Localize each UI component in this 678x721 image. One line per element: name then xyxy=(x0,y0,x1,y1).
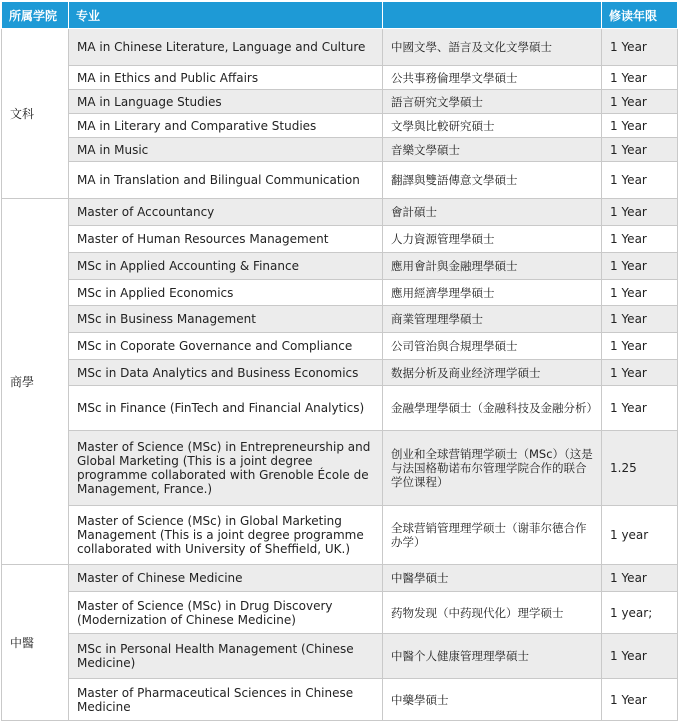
duration-cell: 1 Year xyxy=(602,679,678,721)
duration-cell: 1 Year xyxy=(602,280,678,306)
programme-cell: Master of Pharmaceutical Sciences in Chinese Medicine xyxy=(69,679,383,721)
chinese-name-cell: 中醫學碩士 xyxy=(383,565,602,592)
table-row xyxy=(2,253,678,280)
duration-cell: 1 Year xyxy=(602,162,678,199)
table-row xyxy=(2,506,678,565)
duration-cell: 1 Year xyxy=(602,66,678,90)
duration-cell: 1 Year xyxy=(602,90,678,114)
chinese-name-cell: 公共事務倫理學文學碩士 xyxy=(383,66,602,90)
table-row xyxy=(2,162,678,199)
duration-cell: 1 Year xyxy=(602,199,678,226)
programme-cell: MA in Ethics and Public Affairs xyxy=(69,66,383,90)
duration-cell: 1 Year xyxy=(602,306,678,333)
table-row xyxy=(2,386,678,431)
duration-cell: 1 Year xyxy=(602,138,678,162)
duration-cell: 1 Year xyxy=(602,360,678,386)
programme-cell: Master of Accountancy xyxy=(69,199,383,226)
chinese-name-cell: 文學與比較研究碩士 xyxy=(383,114,602,138)
table-row xyxy=(2,592,678,634)
programme-cell: MA in Literary and Comparative Studies xyxy=(69,114,383,138)
faculty-cell: 商學 xyxy=(2,199,69,565)
table-row xyxy=(2,280,678,306)
chinese-name-cell: 人力資源管理學碩士 xyxy=(383,226,602,253)
chinese-name-cell: 語言研究文學碩士 xyxy=(383,90,602,114)
chinese-name-cell: 金融學理學碩士（金融科技及金融分析） xyxy=(383,386,602,431)
table-row xyxy=(2,199,678,226)
duration-cell: 1 Year xyxy=(602,226,678,253)
duration-cell: 1 year xyxy=(602,506,678,565)
table-body xyxy=(2,29,678,721)
chinese-name-cell: 中藥學碩士 xyxy=(383,679,602,721)
chinese-name-cell: 中醫个人健康管理理學碩士 xyxy=(383,634,602,679)
chinese-name-cell: 商業管理理學碩士 xyxy=(383,306,602,333)
table-row xyxy=(2,114,678,138)
programme-table xyxy=(1,1,678,721)
table-row xyxy=(2,634,678,679)
programme-cell: MSc in Business Management xyxy=(69,306,383,333)
duration-cell: 1 Year xyxy=(602,333,678,360)
table-row xyxy=(2,306,678,333)
programme-cell: MSc in Finance (FinTech and Financial Analytics) xyxy=(69,386,383,431)
table-row xyxy=(2,431,678,506)
header-duration: 修读年限 xyxy=(602,2,678,29)
programme-cell: MSc in Personal Health Management (Chinese Medicine) xyxy=(69,634,383,679)
programme-cell: MA in Chinese Literature, Language and Culture xyxy=(69,29,383,66)
duration-cell: 1 Year xyxy=(602,114,678,138)
programme-cell: MSc in Applied Economics xyxy=(69,280,383,306)
table-row xyxy=(2,226,678,253)
programme-cell: Master of Science (MSc) in Entrepreneurship and Global Marketing (This is a joint degree programme collaborated with Grenoble École de Management, France.) xyxy=(69,431,383,506)
chinese-name-cell: 药物发现（中药现代化）理学硕士 xyxy=(383,592,602,634)
programme-cell: Master of Science (MSc) in Global Marketing Management (This is a joint degree programme collaborated with University of Sheffield, UK.) xyxy=(69,506,383,565)
table-row xyxy=(2,138,678,162)
duration-cell: 1.25 xyxy=(602,431,678,506)
duration-cell: 1 Year xyxy=(602,253,678,280)
chinese-name-cell: 翻譯與雙語傳意文學碩士 xyxy=(383,162,602,199)
duration-cell: 1 Year xyxy=(602,29,678,66)
programme-cell: Master of Human Resources Management xyxy=(69,226,383,253)
table-row xyxy=(2,360,678,386)
table-row xyxy=(2,333,678,360)
header-faculty: 所属学院 xyxy=(2,2,69,29)
programme-cell: MSc in Coporate Governance and Compliance xyxy=(69,333,383,360)
programme-cell: MA in Music xyxy=(69,138,383,162)
faculty-cell: 文科 xyxy=(2,29,69,199)
chinese-name-cell: 會計碩士 xyxy=(383,199,602,226)
programme-cell: MA in Language Studies xyxy=(69,90,383,114)
programme-cell: MA in Translation and Bilingual Communication xyxy=(69,162,383,199)
programme-cell: MSc in Data Analytics and Business Economics xyxy=(69,360,383,386)
header-row xyxy=(2,2,678,29)
table-row xyxy=(2,66,678,90)
faculty-cell: 中醫 xyxy=(2,565,69,721)
duration-cell: 1 year; xyxy=(602,592,678,634)
chinese-name-cell: 创业和全球营销理学硕士（MSc）（这是与法国格勒诺布尔管理学院合作的联合学位课程） xyxy=(383,431,602,506)
table-row xyxy=(2,565,678,592)
chinese-name-cell: 應用經濟學理學碩士 xyxy=(383,280,602,306)
table-row xyxy=(2,90,678,114)
chinese-name-cell: 公司管治與合規理學碩士 xyxy=(383,333,602,360)
chinese-name-cell: 数据分析及商业经济理学碩士 xyxy=(383,360,602,386)
chinese-name-cell: 音樂文學碩士 xyxy=(383,138,602,162)
chinese-name-cell: 全球营销管理理学硕士（谢菲尔德合作办学） xyxy=(383,506,602,565)
programme-cell: Master of Chinese Medicine xyxy=(69,565,383,592)
programme-cell: MSc in Applied Accounting & Finance xyxy=(69,253,383,280)
header-programme: 专业 xyxy=(69,2,383,29)
table-row xyxy=(2,29,678,66)
duration-cell: 1 Year xyxy=(602,565,678,592)
table-row xyxy=(2,679,678,721)
duration-cell: 1 Year xyxy=(602,634,678,679)
duration-cell: 1 Year xyxy=(602,386,678,431)
chinese-name-cell: 應用會計與金融理學碩士 xyxy=(383,253,602,280)
header-chinese-name xyxy=(383,2,602,29)
chinese-name-cell: 中國文學、語言及文化文學碩士 xyxy=(383,29,602,66)
programme-cell: Master of Science (MSc) in Drug Discovery (Modernization of Chinese Medicine) xyxy=(69,592,383,634)
